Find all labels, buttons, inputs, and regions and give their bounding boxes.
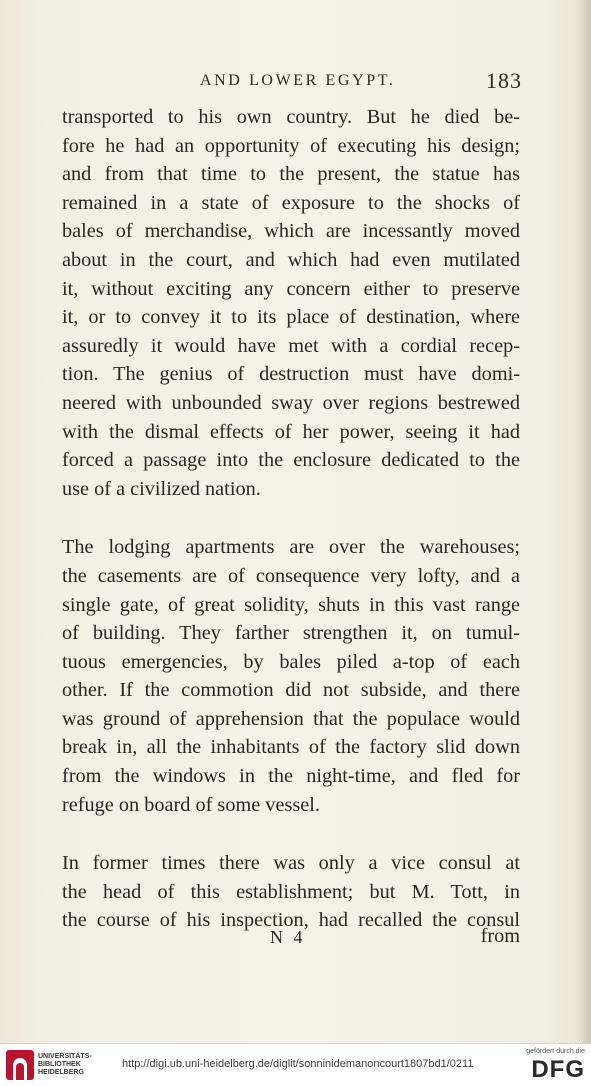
- text-line: about in the court, and which had even mutilated: [62, 248, 520, 271]
- text-line: the course of his inspection, had recalled the consul: [62, 909, 520, 932]
- text-line: was ground of apprehension that the populace would: [62, 707, 520, 730]
- paragraph-gap: [62, 503, 520, 533]
- arch-inner-shape: [16, 1063, 24, 1080]
- library-name-line: HEIDELBERG: [38, 1069, 84, 1076]
- library-name-line: BIBLIOTHEK: [38, 1061, 81, 1068]
- viewer-footer-bar: [0, 1043, 591, 1086]
- text-line: break in, all the inhabitants of the factory slid down: [62, 736, 520, 759]
- text-line: and from that time to the present, the statue has: [62, 163, 520, 186]
- paragraph: [62, 103, 520, 503]
- text-line: fore he had an opportunity of executing his design;: [62, 134, 520, 157]
- text-line: forced a passage into the enclosure dedicated to the: [62, 449, 520, 472]
- text-line: transported to his own country. But he died be-: [62, 106, 520, 128]
- text-line: the casements are of consequence very lofty, and a: [62, 564, 520, 587]
- page-footer: [62, 925, 520, 955]
- text-line: The lodging apartments are over the warehouses;: [62, 536, 520, 559]
- text-line: neered with unbounded sway over regions bestrewed: [62, 391, 520, 414]
- library-name-line: UNIVERSITÄTS-: [38, 1053, 92, 1060]
- signature-mark: N 4: [270, 927, 306, 947]
- catchword: from: [480, 925, 520, 947]
- dfg-logo: DFG: [531, 1056, 585, 1083]
- text-line: it, or to convey it to its place of destination, where: [62, 306, 520, 329]
- text-line: assuredly it would have met with a cordial recep-: [62, 334, 520, 357]
- paragraph-gap: [62, 819, 520, 849]
- text-line: with the dismal effects of her power, seeing it had: [62, 420, 520, 443]
- funding-caption: gefördert durch die: [526, 1048, 585, 1055]
- text-line: remained in a state of exposure to the shocks of: [62, 191, 520, 214]
- running-head: AND LOWER EGYPT.: [200, 72, 396, 89]
- page-number: 183: [486, 68, 522, 93]
- text-line: tuous emergencies, by bales piled a-top of each: [62, 650, 520, 673]
- text-line: other. If the commotion did not subside, and there: [62, 679, 520, 702]
- library-name: [38, 1053, 92, 1077]
- text-line: it, without exciting any concern either to preserve: [62, 277, 520, 300]
- text-line: tion. The genius of destruction must have domi-: [62, 363, 520, 386]
- university-library-logo-icon: [6, 1050, 34, 1080]
- text-line: In former times there was only a vice consul at: [62, 852, 520, 875]
- text-line: use of a civilized nation.: [62, 477, 261, 500]
- text-line: the head of this establishment; but M. Tott, in: [62, 880, 520, 903]
- text-line: of building. They farther strengthen it, on tumul-: [62, 622, 520, 645]
- paragraph: [62, 849, 520, 935]
- text-line: single gate, of great solidity, shuts in this vast range: [62, 593, 520, 616]
- text-line: from the windows in the night-time, and fled for: [62, 765, 520, 788]
- text-line: bales of merchandise, which are incessantly moved: [62, 220, 520, 243]
- page-header: [60, 68, 522, 98]
- body-text: [62, 103, 520, 935]
- permalink-url[interactable]: http://digi.ub.uni-heidelberg.de/diglit/sonninidemanoncourt1807bd1/0211: [122, 1058, 474, 1070]
- text-line: refuge on board of some vessel.: [62, 793, 320, 816]
- spine-shadow: [577, 0, 591, 1043]
- paragraph: [62, 533, 520, 819]
